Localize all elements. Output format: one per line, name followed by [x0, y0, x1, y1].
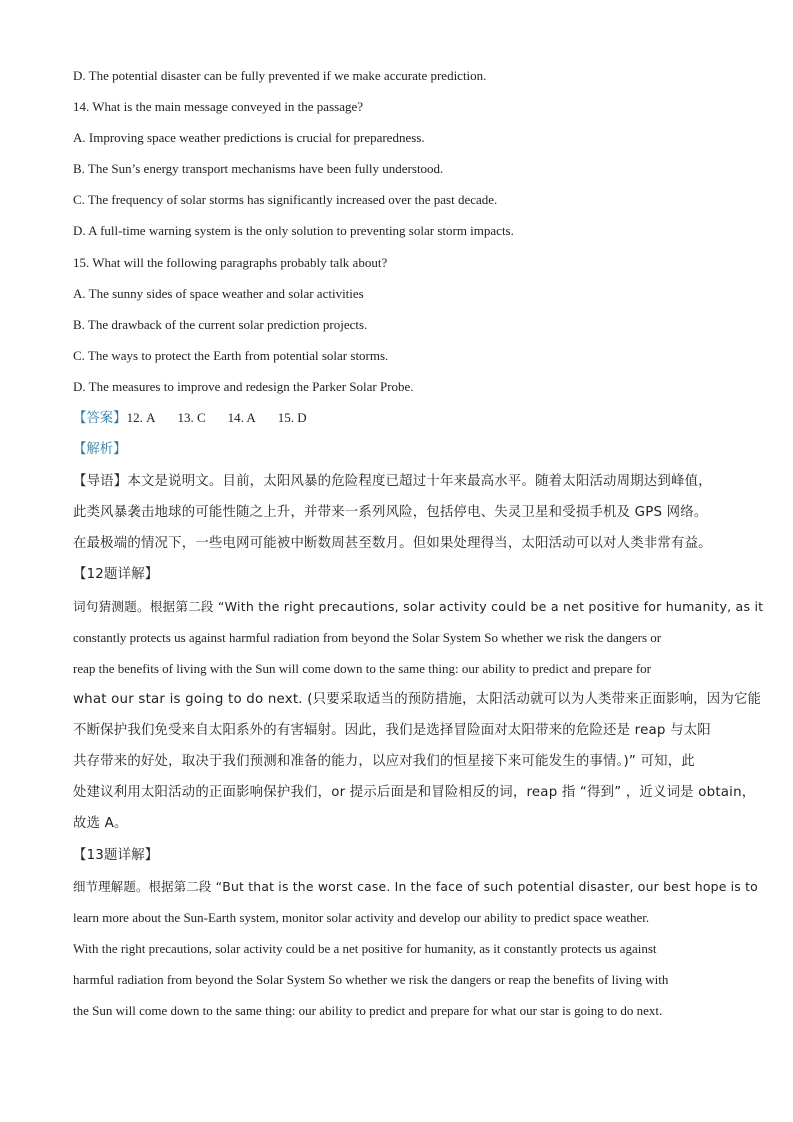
- q14-option-a: A. Improving space weather predictions is crucial for preparedness.: [73, 130, 425, 145]
- answer-line: [73, 409, 753, 428]
- detail13-heading: 【13题详解】: [73, 848, 159, 863]
- detail12-line: 词句猜测题。根据第二段 “With the right precautions, solar activity could be a net positive for humanity, as it: [73, 599, 764, 614]
- detail12-line: constantly protects us against harmful radiation from beyond the Solar System So whether we risk the dangers or: [73, 630, 662, 645]
- detail12-line: what our star is going to do next. (只要采取适当的预防措施，太阳活动就可以为人类带来正面影响，因为它能: [73, 692, 762, 707]
- answer-label: 【答案】: [73, 411, 127, 426]
- detail12-line: 不断保护我们免受来自太阳系外的有害辐射。因此，我们是选择冒险面对太阳带来的危险还是 reap 与太阳: [73, 723, 711, 738]
- detail12-line: 共存带来的好处，取决于我们预测和准备的能力，以应对我们的恒星接下来可能发生的事情。)” 可知，此: [73, 754, 695, 769]
- detail13-line: With the right precautions, solar activity could be a net positive for humanity, as it constantly protects us against: [73, 941, 657, 956]
- q13-option-d: D. The potential disaster can be fully prevented if we make accurate prediction.: [73, 68, 487, 83]
- answer-15: 15. D: [277, 410, 307, 425]
- detail13-line: 细节理解题。根据第二段 “But that is the worst case. In the face of such potential disaster, our best hope is to: [73, 879, 758, 894]
- detail13-line: learn more about the Sun-Earth system, monitor solar activity and develop our ability to predict space weather.: [73, 910, 650, 925]
- answer-12: 12. A: [126, 410, 156, 425]
- guide-line: 在最极端的情况下，一些电网可能被中断数周甚至数月。但如果处理得当，太阳活动可以对人类非常有益。: [73, 536, 712, 551]
- q14-option-c: C. The frequency of solar storms has significantly increased over the past decade.: [73, 192, 498, 207]
- detail13-line: harmful radiation from beyond the Solar System So whether we risk the dangers or reap the benefits of living with: [73, 972, 669, 987]
- q15-option-d: D. The measures to improve and redesign the Parker Solar Probe.: [73, 379, 414, 394]
- answer-14: 14. A: [227, 410, 256, 425]
- analysis-label: 【解析】: [73, 442, 127, 457]
- q14-option-b: B. The Sun’s energy transport mechanisms have been fully understood.: [73, 161, 444, 176]
- detail12-line: reap the benefits of living with the Sun will come down to the same thing: our ability to predict and prepare for: [73, 661, 651, 676]
- answer-13: 13. C: [177, 410, 206, 425]
- detail12-heading: 【12题详解】: [73, 567, 159, 582]
- q15-question: 15. What will the following paragraphs probably talk about?: [73, 255, 388, 270]
- q15-option-c: C. The ways to protect the Earth from potential solar storms.: [73, 348, 389, 363]
- q14-question: 14. What is the main message conveyed in the passage?: [73, 99, 364, 114]
- q15-option-b: B. The drawback of the current solar prediction projects.: [73, 317, 368, 332]
- guide-line: 此类风暴袭击地球的可能性随之上升，并带来一系列风险，包括停电、失灵卫星和受损手机及 GPS 网络。: [73, 505, 708, 520]
- guide-line: 【导语】本文是说明文。目前，太阳风暴的危险程度已超过十年来最高水平。随着太阳活动周期达到峰值，: [73, 474, 712, 489]
- detail13-line: the Sun will come down to the same thing: our ability to predict and prepare for what our star is going to do next.: [73, 1003, 663, 1018]
- detail12-line: 故选 A。: [73, 816, 128, 831]
- detail12-line: 处建议利用太阳活动的正面影响保护我们，or 提示后面是和冒险相反的词，reap 指 “得到” ，近义词是 obtain，: [73, 785, 756, 800]
- q15-option-a: A. The sunny sides of space weather and solar activities: [73, 286, 364, 301]
- q14-option-d: D. A full-time warning system is the only solution to preventing solar storm impacts.: [73, 223, 514, 238]
